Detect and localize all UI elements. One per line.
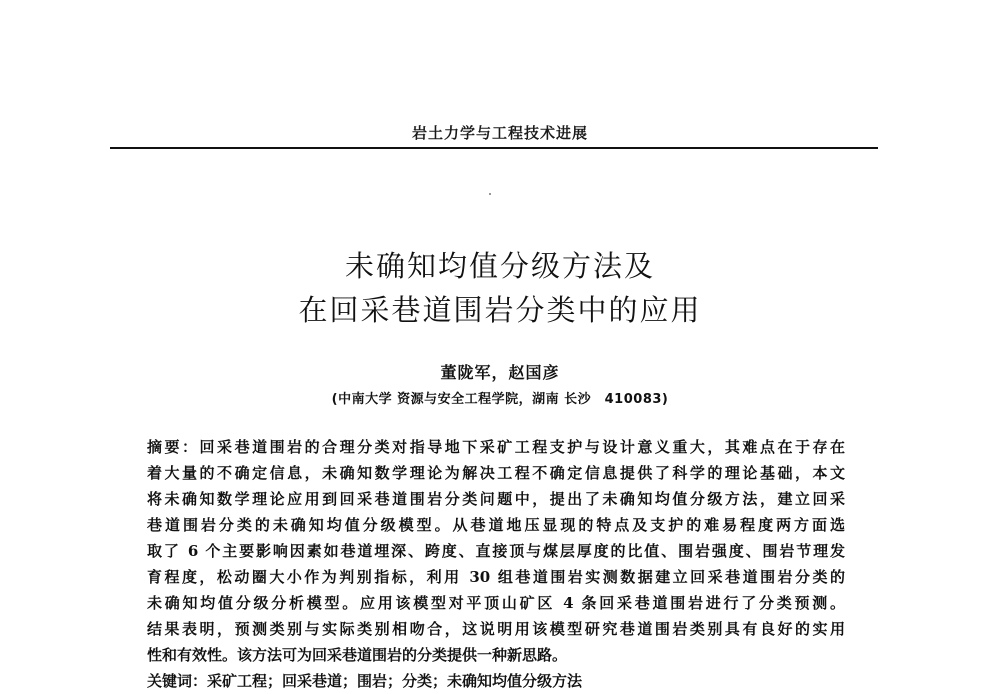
abstract-text: 回采巷道围岩的合理分类对指导地下采矿工程支护与设计意义重大，其难点在于存在	[199, 438, 845, 456]
header-rule	[110, 147, 878, 149]
abstract-line: 将未确知数学理论应用到回采巷道围岩分类问题中，提出了未确知均值分级方法，建立回采	[147, 490, 845, 508]
abstract-line	[147, 434, 845, 460]
abstract-line: 未确知均值分级分析模型。应用该模型对平顶山矿区 4 条回采巷道围岩进行了分类预测。	[147, 594, 845, 612]
abstract-line: 育程度，松动圈大小作为判别指标，利用 30 组巷道围岩实测数据建立回采巷道围岩分类的	[147, 568, 845, 586]
abstract-line: 性和有效性。该方法可为回采巷道围岩的分类提供一种新思路。	[147, 646, 568, 664]
author-list: 董陇军，赵国彦	[440, 363, 560, 382]
abstract-line: 巷道围岩分类的未确知均值分级模型。从巷道地压显现的特点及支护的难易程度两方面选	[147, 516, 845, 534]
keywords-label: 关键词：	[147, 672, 208, 690]
scan-speck	[489, 193, 491, 195]
abstract	[147, 434, 845, 694]
running-header: 岩土力学与工程技术进展	[411, 124, 588, 142]
abstract-line: 着大量的不确定信息，未确知数学理论为解决工程不确定信息提供了科学的理论基础，本文	[147, 464, 845, 482]
affiliation: (中南大学 资源与安全工程学院，湖南 长沙 410083)	[331, 392, 669, 407]
abstract-line: 结果表明，预测类别与实际类别相吻合，这说明用该模型研究巷道围岩类别具有良好的实用	[147, 620, 845, 638]
keywords-text: 采矿工程；回采巷道；围岩；分类；未确知均值分级方法	[207, 672, 583, 690]
article-title-line-1: 未确知均值分级方法及	[344, 249, 655, 283]
abstract-line: 取了 6 个主要影响因素如巷道埋深、跨度、直接顶与煤层厚度的比值、围岩强度、围岩节理发	[147, 542, 845, 560]
abstract-label: 摘要：	[147, 438, 200, 456]
article-title-line-2: 在回采巷道围岩分类中的应用	[298, 293, 702, 327]
keywords	[147, 668, 845, 694]
